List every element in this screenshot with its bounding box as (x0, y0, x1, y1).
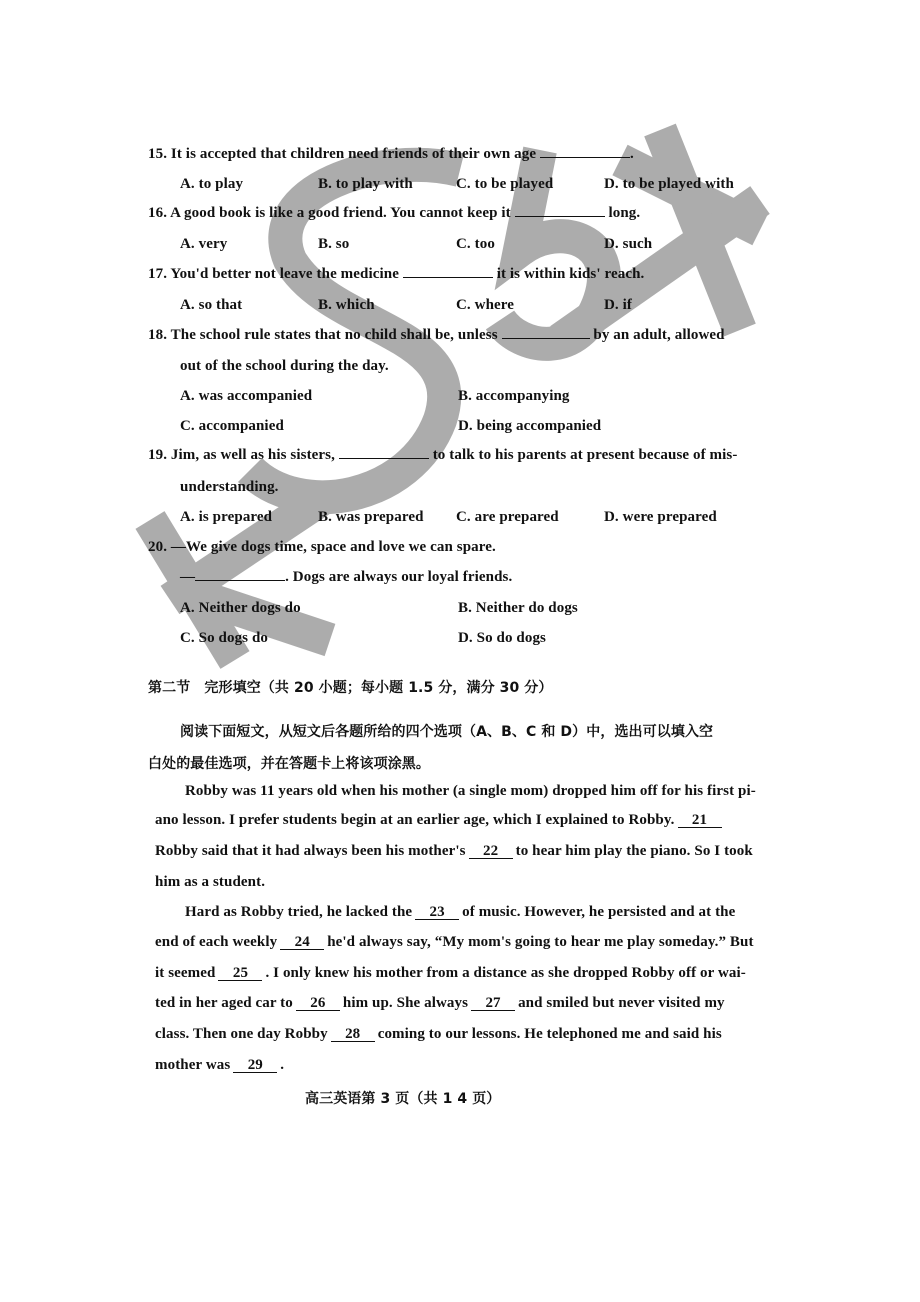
passage-line (155, 843, 753, 860)
dash: — (180, 569, 196, 585)
passage-line (155, 934, 754, 951)
question-number: 20. (148, 539, 168, 555)
passage-line (155, 874, 265, 891)
option-c: C. are prepared (456, 509, 559, 525)
cloze-blank: 29 (233, 1058, 277, 1073)
option-b: B. Neither do dogs (458, 600, 578, 616)
cloze-blank: 25 (218, 966, 262, 981)
passage-line (185, 904, 735, 921)
question-number: 16. (148, 205, 168, 221)
question-stem: . (630, 146, 634, 162)
question-number: 19. (148, 447, 168, 463)
option-b: B. to play with (318, 176, 413, 192)
option-c: C. too (456, 236, 495, 252)
option-d: D. were prepared (604, 509, 717, 525)
cloze-blank: 26 (296, 996, 340, 1011)
option-c: C. to be played (456, 176, 554, 192)
question-stem: . Dogs are always our loyal friends. (285, 569, 513, 585)
passage-text: mother was (155, 1057, 231, 1073)
answer-blank (339, 458, 429, 459)
cloze-blank: 27 (471, 996, 515, 1011)
passage-text: him up. She always (342, 995, 469, 1011)
question-number: 18. (148, 327, 168, 343)
question-stem: by an adult, allowed (593, 327, 725, 343)
answer-blank (403, 277, 493, 278)
option-d: D. such (604, 236, 653, 252)
passage-text: Hard as Robby tried, he lacked the (185, 904, 413, 920)
passage-line (155, 1057, 284, 1074)
question-stem-line2: understanding. (180, 479, 279, 495)
passage-text: Robby was 11 years old when his mother (a single mom) dropped him off for his first pi- (185, 783, 756, 799)
question-stem: it is within kids' reach. (496, 266, 645, 282)
option-b: B. so (318, 236, 350, 252)
passage-line (155, 812, 725, 829)
section-heading: 第二节 完形填空（共 20 小题；每小题 1.5 分，满分 30 分） (148, 680, 553, 696)
question-number: 17. (148, 266, 168, 282)
passage-text: class. Then one day Robby (155, 1026, 328, 1042)
option-d: D. to be played with (604, 176, 734, 192)
option-a: A. so that (180, 297, 243, 313)
passage-text: Robby said that it had always been his mother's (155, 843, 466, 859)
question-20 (148, 539, 496, 556)
question-stem-line2 (180, 569, 512, 586)
passage-text: . (280, 1057, 285, 1073)
option-a: A. very (180, 236, 228, 252)
option-a: A. is prepared (180, 509, 273, 525)
passage-text: it seemed (155, 965, 216, 981)
option-a: A. to play (180, 176, 244, 192)
question-stem-line2: out of the school during the day. (180, 358, 389, 374)
instructions-line2: 白处的最佳选项，并在答题卡上将该项涂黑。 (148, 756, 430, 772)
option-c: C. accompanied (180, 418, 284, 434)
option-d: D. So do dogs (458, 630, 546, 646)
answer-blank (502, 338, 590, 339)
question-17 (148, 266, 644, 283)
passage-text: . I only knew his mother from a distance as she dropped Robby off or wai- (265, 965, 746, 981)
passage-text: he'd always say, “My mom's going to hear me play someday.” But (327, 934, 754, 950)
question-stem: Jim, as well as his sisters, (170, 447, 335, 463)
passage-text: end of each weekly (155, 934, 278, 950)
question-15 (148, 146, 634, 163)
option-b: B. was prepared (318, 509, 424, 525)
question-16 (148, 205, 640, 222)
option-d: D. being accompanied (458, 418, 602, 434)
answer-blank (515, 216, 605, 217)
page-footer: 高三英语第 3 页（共 1 4 页） (305, 1091, 501, 1107)
question-19 (148, 447, 737, 464)
cloze-blank: 24 (280, 935, 324, 950)
question-number: 15. (148, 146, 168, 162)
passage-line (155, 1026, 722, 1043)
answer-blank (195, 580, 285, 581)
question-stem: long. (608, 205, 641, 221)
cloze-blank: 23 (415, 905, 459, 920)
option-c: C. where (456, 297, 515, 313)
option-a: A. Neither dogs do (180, 600, 301, 616)
option-c: C. So dogs do (180, 630, 268, 646)
question-stem: A good book is like a good friend. You cannot keep it (170, 205, 511, 221)
cloze-blank: 21 (678, 813, 722, 828)
passage-text: to hear him play the piano. So I took (515, 843, 753, 859)
passage-line (155, 995, 725, 1012)
passage-text: ano lesson. I prefer students begin at an earlier age, which I explained to Robby. (155, 812, 675, 828)
passage-line (155, 965, 746, 982)
cloze-blank: 22 (469, 844, 513, 859)
option-b: B. which (318, 297, 375, 313)
option-d: D. if (604, 297, 632, 313)
cloze-blank: 28 (331, 1027, 375, 1042)
passage-text: and smiled but never visited my (518, 995, 725, 1011)
passage-text: him as a student. (155, 874, 266, 890)
passage-text: coming to our lessons. He telephoned me and said his (377, 1026, 722, 1042)
passage-line (185, 783, 756, 800)
question-18 (148, 327, 725, 344)
option-b: B. accompanying (458, 388, 570, 404)
passage-text: ted in her aged car to (155, 995, 293, 1011)
passage-text: of music. However, he persisted and at the (462, 904, 736, 920)
answer-blank (540, 157, 630, 158)
question-stem: You'd better not leave the medicine (170, 266, 399, 282)
option-a: A. was accompanied (180, 388, 313, 404)
instructions-line1: 阅读下面短文，从短文后各题所给的四个选项（A、B、C 和 D）中，选出可以填入空 (180, 724, 714, 740)
question-stem: It is accepted that children need friends of their own age (170, 146, 537, 162)
question-stem: to talk to his parents at present because of mis- (432, 447, 738, 463)
question-stem: The school rule states that no child shall be, unless (170, 327, 498, 343)
question-stem: —We give dogs time, space and love we can spare. (170, 539, 496, 555)
